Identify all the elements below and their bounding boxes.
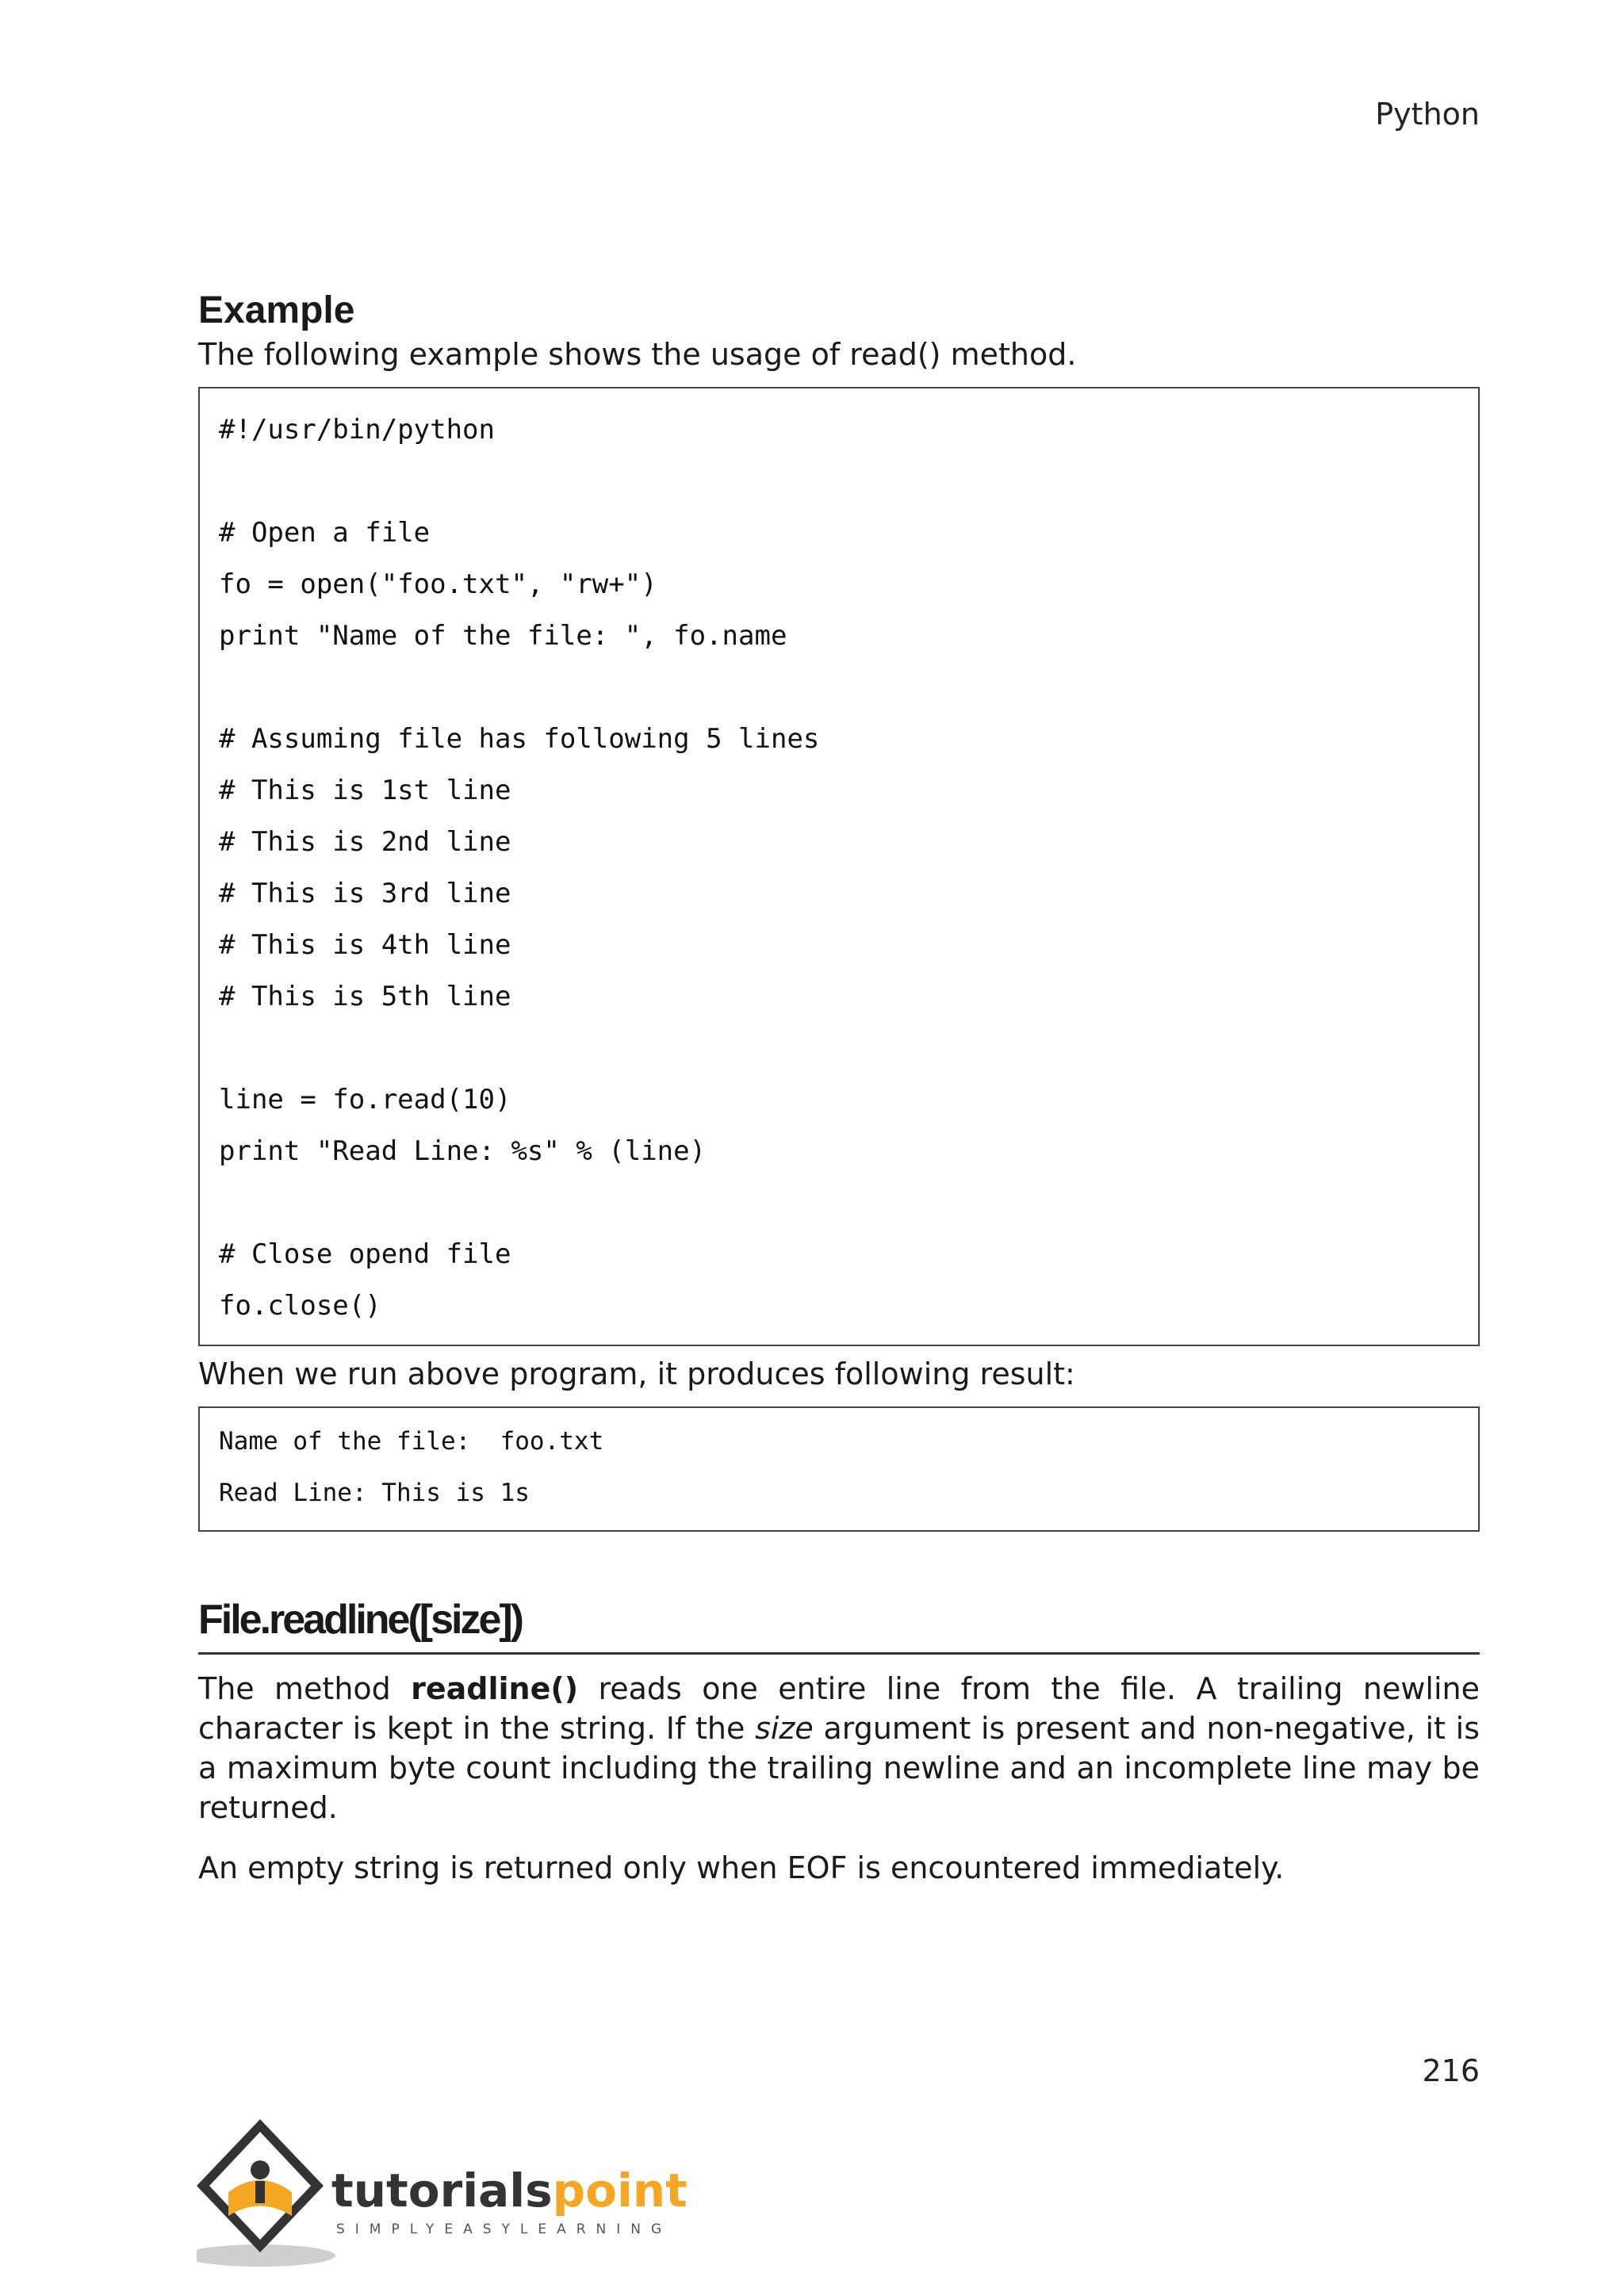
code-line (219, 456, 1459, 507)
code-line (219, 1023, 1459, 1074)
logo-tagline: SIMPLYEASYLEARNING (336, 2221, 672, 2237)
logo-graphic (197, 2113, 688, 2271)
code-line: # This is 5th line (219, 981, 511, 1012)
readline-method-name: readline() (411, 1671, 579, 1706)
output-line: Name of the file: foo.txt (219, 1427, 604, 1456)
tutorialspoint-logo (197, 2113, 688, 2275)
example-intro: The following example shows the usage of read() method. (198, 337, 1077, 372)
para1-text-before: The method (198, 1671, 412, 1706)
code-line: #!/usr/bin/python (219, 414, 495, 446)
person-body-icon (255, 2181, 265, 2203)
code-line: print "Read Line: %s" % (line) (219, 1135, 707, 1167)
output-line: Read Line: This is 1s (219, 1479, 530, 1507)
code-line: # This is 2nd line (219, 826, 511, 858)
code-line: print "Name of the file: ", fo.name (219, 620, 787, 652)
code-line (219, 662, 1459, 714)
code-line: fo = open("foo.txt", "rw+") (219, 568, 657, 600)
para1-text-after: argument is present and non-negative, it is a maximum byte count including the trailing newline and an incomplete line may be returned. (198, 1711, 1480, 1825)
code-line (219, 1177, 1459, 1229)
code-listing (219, 404, 1459, 1332)
code-line: # This is 1st line (219, 775, 511, 806)
eof-note: An empty string is returned only when EOF is encountered immediately. (198, 1850, 1285, 1885)
page-content (198, 287, 1480, 1888)
code-line: # Open a file (219, 517, 431, 549)
output-listing (219, 1418, 1459, 1521)
page-number: 216 (1422, 2053, 1480, 2088)
code-line: # Close opend file (219, 1238, 511, 1270)
output-block (198, 1406, 1480, 1532)
person-head-icon (251, 2160, 270, 2179)
example-heading: Example (198, 289, 355, 331)
logo-shadow (197, 2244, 335, 2267)
code-line: # This is 4th line (219, 929, 511, 961)
code-block (198, 387, 1480, 1346)
size-argument: size (755, 1711, 814, 1746)
section-heading: File.readline([size]) (198, 1595, 1480, 1655)
code-line: line = fo.read(10) (219, 1084, 511, 1115)
logo-wordmark: tutorialspoint (331, 2164, 688, 2218)
code-line: # Assuming file has following 5 lines (219, 723, 820, 755)
code-line: fo.close() (219, 1290, 381, 1322)
run-result-text: When we run above program, it produces following result: (198, 1357, 1075, 1391)
readline-description (198, 1669, 1480, 1827)
running-header: Python (1375, 97, 1480, 132)
para1-text-mid: reads one entire line from the file. A trailing newline character is kept in the string. If the (198, 1671, 1480, 1746)
code-line: # This is 3rd line (219, 878, 511, 909)
